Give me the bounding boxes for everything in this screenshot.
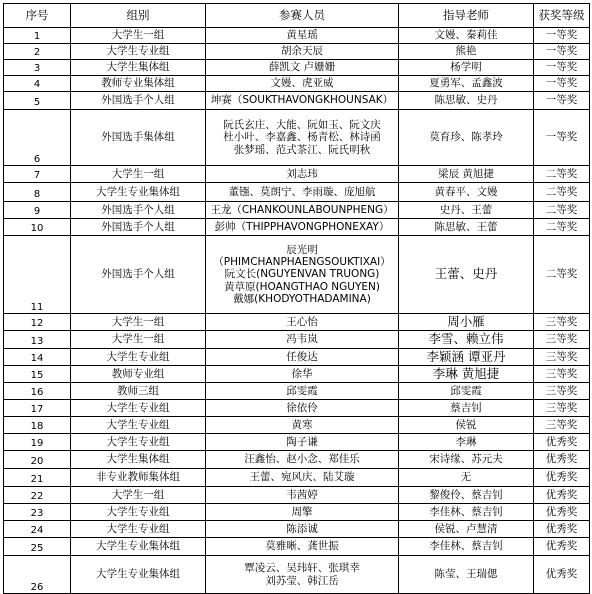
- cell-advisors: [399, 521, 534, 538]
- cell-award: 二等奖: [534, 236, 590, 314]
- cell-award: 一等奖: [534, 44, 590, 60]
- cell-award: 优秀奖: [534, 538, 590, 556]
- cell-advisors: [399, 110, 534, 166]
- member-line: 任俊达: [286, 350, 318, 363]
- advisor-line: 夏勇军、孟鑫波: [429, 77, 503, 90]
- cell-members: [206, 110, 399, 166]
- cell-members: [206, 28, 399, 44]
- table-row: [4, 383, 590, 400]
- table-row: [4, 400, 590, 417]
- cell-group: 大学生一组: [71, 487, 206, 504]
- member-line: 周擎: [291, 505, 313, 518]
- cell-no: 12: [4, 314, 71, 331]
- cell-award: 二等奖: [534, 183, 590, 202]
- table-row: [4, 417, 590, 434]
- member-line: 董镪、莫朗宁、李雨璇、庞旭航: [228, 185, 376, 198]
- cell-award: 优秀奖: [534, 504, 590, 521]
- cell-group: 大学生一组: [71, 166, 206, 183]
- table-row: [4, 202, 590, 219]
- member-line: 黄寒: [291, 418, 313, 431]
- header-no: 序号: [4, 4, 71, 28]
- header-group: 组别: [71, 4, 206, 28]
- cell-group: 大学生专业集体组: [71, 183, 206, 202]
- cell-no: 13: [4, 331, 71, 349]
- cell-members: [206, 504, 399, 521]
- cell-award: 三等奖: [534, 331, 590, 349]
- member-line: 覃凌云、吴玮轩、张琪幸: [244, 562, 360, 575]
- cell-advisors: [399, 434, 534, 451]
- cell-members: [206, 314, 399, 331]
- cell-advisors: [399, 469, 534, 487]
- member-line: 刘志玮: [286, 167, 318, 180]
- member-line: 邱雯霞: [286, 384, 318, 397]
- cell-advisors: [399, 92, 534, 110]
- advisor-line: 宋诗缘、苏元夫: [429, 453, 503, 466]
- table-row: [4, 556, 590, 594]
- member-line: 戴娜(KHODYOTHADAMINA): [233, 292, 371, 305]
- advisor-line: 侯锐: [455, 418, 477, 431]
- cell-members: [206, 76, 399, 92]
- member-line: 冯韦岚: [286, 333, 318, 346]
- cell-group: 大学生一组: [71, 314, 206, 331]
- table-row: [4, 219, 590, 236]
- table-row: [4, 92, 590, 110]
- cell-no: 15: [4, 366, 71, 383]
- cell-members: [206, 434, 399, 451]
- cell-award: 优秀奖: [534, 451, 590, 469]
- cell-group: 教师三组: [71, 383, 206, 400]
- member-line: 刘苏莹、韩江岳: [265, 574, 339, 587]
- cell-members: [206, 166, 399, 183]
- advisor-line: 陈莹、王瑞偲: [434, 568, 498, 581]
- table-row: [4, 469, 590, 487]
- table-row: [4, 76, 590, 92]
- cell-award: 二等奖: [534, 219, 590, 236]
- cell-members: [206, 521, 399, 538]
- cell-advisors: [399, 366, 534, 383]
- cell-award: 一等奖: [534, 92, 590, 110]
- advisor-line: 文嫚、秦莉佳: [434, 29, 498, 42]
- cell-advisors: [399, 504, 534, 521]
- cell-no: 22: [4, 487, 71, 504]
- advisor-line: 熊艳: [455, 45, 477, 58]
- cell-no: 7: [4, 166, 71, 183]
- cell-advisors: [399, 60, 534, 76]
- advisor-line: 黎俊伶、蔡吉钊: [429, 488, 503, 501]
- cell-members: [206, 202, 399, 219]
- member-line: 胡余天辰: [281, 45, 323, 58]
- cell-group: 大学生专业组: [71, 434, 206, 451]
- cell-members: [206, 331, 399, 349]
- table-row: [4, 28, 590, 44]
- cell-no: 2: [4, 44, 71, 60]
- member-line: 阮文长(NGUYENVAN TRUONG): [224, 268, 380, 281]
- cell-members: [206, 349, 399, 366]
- cell-members: [206, 183, 399, 202]
- cell-award: 一等奖: [534, 60, 590, 76]
- cell-members: [206, 92, 399, 110]
- member-line: 韦茜婷: [286, 488, 318, 501]
- table-row: [4, 44, 590, 60]
- cell-group: 教师专业组: [71, 366, 206, 383]
- cell-award: 优秀奖: [534, 434, 590, 451]
- cell-advisors: [399, 349, 534, 366]
- table-row: [4, 166, 590, 183]
- cell-members: [206, 451, 399, 469]
- cell-group: 大学生专业组: [71, 400, 206, 417]
- cell-members: [206, 366, 399, 383]
- cell-advisors: [399, 219, 534, 236]
- table-row: [4, 349, 590, 366]
- advisor-line: 李佳林、蔡吉钊: [429, 505, 503, 518]
- cell-members: [206, 236, 399, 314]
- cell-award: 三等奖: [534, 383, 590, 400]
- cell-group: 大学生专业组: [71, 44, 206, 60]
- cell-award: 一等奖: [534, 76, 590, 92]
- cell-members: [206, 469, 399, 487]
- advisor-line: 杨学明: [450, 61, 482, 74]
- cell-no: 14: [4, 349, 71, 366]
- cell-award: 一等奖: [534, 110, 590, 166]
- cell-members: [206, 219, 399, 236]
- member-line: （PHIMCHANPHAENGSOUKTIXAI）: [213, 256, 391, 269]
- member-line: 张梦瑶、范式茶江、阮氏明秋: [233, 143, 371, 156]
- cell-award: 三等奖: [534, 400, 590, 417]
- member-line: 辰光明: [286, 244, 318, 257]
- member-line: 薛凯文 卢姗姗: [268, 61, 336, 74]
- member-line: 黄草原(HOANGTHAO NGUYEN): [224, 280, 380, 293]
- member-line: 徐依伶: [286, 401, 318, 414]
- table-row: [4, 331, 590, 349]
- cell-members: [206, 44, 399, 60]
- cell-no: 19: [4, 434, 71, 451]
- cell-group: 大学生专业组: [71, 417, 206, 434]
- cell-no: 20: [4, 451, 71, 469]
- cell-advisors: [399, 166, 534, 183]
- cell-award: 三等奖: [534, 366, 590, 383]
- cell-group: 外国选手个人组: [71, 236, 206, 314]
- member-line: 彭帅（THIPPHAVONGPHONEXAY）: [214, 220, 390, 233]
- cell-no: 5: [4, 92, 71, 110]
- table-row: [4, 236, 590, 314]
- cell-advisors: [399, 76, 534, 92]
- awards-table-body: [4, 28, 590, 594]
- table-row: [4, 314, 590, 331]
- advisor-line: 李雪、赖立伟: [428, 331, 504, 347]
- cell-group: 外国选手个人组: [71, 92, 206, 110]
- cell-group: 外国选手个人组: [71, 202, 206, 219]
- cell-members: [206, 60, 399, 76]
- advisor-line: 梁辰 黄旭捷: [438, 167, 494, 180]
- member-line: 文嫚、虎亚威: [270, 77, 334, 90]
- table-row: [4, 366, 590, 383]
- table-row: [4, 487, 590, 504]
- advisor-line: 李琳: [455, 435, 477, 448]
- cell-award: 一等奖: [534, 28, 590, 44]
- advisor-line: 李颖涵 谭亚丹: [426, 348, 506, 364]
- cell-group: 外国选手个人组: [71, 219, 206, 236]
- cell-award: 二等奖: [534, 166, 590, 183]
- cell-no: 25: [4, 538, 71, 556]
- cell-advisors: [399, 331, 534, 349]
- cell-group: 大学生专业集体组: [71, 538, 206, 556]
- cell-members: [206, 538, 399, 556]
- cell-no: 1: [4, 28, 71, 44]
- member-line: 汪鑫怡、赵小念、郑佳乐: [244, 453, 360, 466]
- cell-group: 大学生专业组: [71, 521, 206, 538]
- cell-no: 26: [4, 556, 71, 594]
- cell-no: 11: [4, 236, 71, 314]
- cell-advisors: [399, 183, 534, 202]
- cell-award: 二等奖: [534, 202, 590, 219]
- header-advisors: 指导老师: [399, 4, 534, 28]
- cell-advisors: [399, 383, 534, 400]
- cell-group: 大学生集体组: [71, 451, 206, 469]
- table-row: [4, 110, 590, 166]
- cell-group: 大学生一组: [71, 28, 206, 44]
- advisor-line: 陈思敏、史丹: [434, 94, 498, 107]
- cell-members: [206, 487, 399, 504]
- cell-award: 优秀奖: [534, 487, 590, 504]
- member-line: 徐华: [291, 367, 313, 380]
- cell-group: 教师专业集体组: [71, 76, 206, 92]
- cell-advisors: [399, 236, 534, 314]
- header-members: 参赛人员: [206, 4, 399, 28]
- cell-group: 外国选手集体组: [71, 110, 206, 166]
- member-line: 杜小叶、李嘉鑫、杨青松、林诗函: [223, 131, 381, 144]
- member-line: 陶子谦: [286, 435, 318, 448]
- cell-no: 9: [4, 202, 71, 219]
- table-row: [4, 451, 590, 469]
- cell-members: [206, 417, 399, 434]
- cell-members: [206, 400, 399, 417]
- member-line: 坤赛（SOUKTHAVONGKHOUNSAK）: [210, 94, 394, 107]
- cell-award: 优秀奖: [534, 556, 590, 594]
- advisor-line: 李琳 黄旭捷: [432, 365, 500, 381]
- cell-group: 大学生专业组: [71, 504, 206, 521]
- member-line: 王蕾、宛风庆、陆艾璇: [249, 471, 355, 484]
- table-row: [4, 521, 590, 538]
- cell-award: 三等奖: [534, 349, 590, 366]
- cell-award: 三等奖: [534, 314, 590, 331]
- table-row: [4, 504, 590, 521]
- member-line: 王心怡: [286, 315, 318, 328]
- cell-no: 17: [4, 400, 71, 417]
- advisor-line: 史丹、王蕾: [439, 203, 493, 216]
- cell-advisors: [399, 400, 534, 417]
- cell-members: [206, 383, 399, 400]
- cell-no: 18: [4, 417, 71, 434]
- cell-award: 优秀奖: [534, 521, 590, 538]
- cell-advisors: [399, 44, 534, 60]
- cell-group: 非专业教师集体组: [71, 469, 206, 487]
- cell-advisors: [399, 538, 534, 556]
- member-line: 莫雅晰、龚世振: [265, 540, 339, 553]
- cell-no: 8: [4, 183, 71, 202]
- advisor-line: 莫育珍、陈孝玲: [429, 131, 503, 144]
- cell-advisors: [399, 202, 534, 219]
- advisor-line: 陈思敏、王蕾: [434, 220, 498, 233]
- awards-table: [3, 3, 590, 594]
- cell-advisors: [399, 451, 534, 469]
- cell-members: [206, 556, 399, 594]
- cell-no: 3: [4, 60, 71, 76]
- cell-no: 24: [4, 521, 71, 538]
- cell-advisors: [399, 314, 534, 331]
- cell-no: 6: [4, 110, 71, 166]
- table-row: [4, 60, 590, 76]
- cell-advisors: [399, 417, 534, 434]
- table-row: [4, 538, 590, 556]
- member-line: 陈添诚: [286, 522, 318, 535]
- cell-no: 16: [4, 383, 71, 400]
- member-line: 阮氏玄庄、大能、阮如玉、阮文庆: [223, 119, 381, 132]
- advisor-line: 李佳林、蔡吉钊: [429, 540, 503, 553]
- cell-no: 21: [4, 469, 71, 487]
- advisor-line: 周小雁: [447, 313, 485, 329]
- header-award: 获奖等级: [534, 4, 590, 28]
- cell-group: 大学生集体组: [71, 60, 206, 76]
- header-row: [4, 4, 590, 28]
- table-row: [4, 434, 590, 451]
- cell-group: 大学生专业组: [71, 349, 206, 366]
- advisor-line: 王蕾、史丹: [434, 266, 498, 282]
- cell-no: 4: [4, 76, 71, 92]
- cell-group: 大学生一组: [71, 331, 206, 349]
- cell-group: 大学生专业集体组: [71, 556, 206, 594]
- cell-award: 三等奖: [534, 417, 590, 434]
- advisor-line: 黄春平、文嫚: [434, 185, 498, 198]
- member-line: 王龙（CHANKOUNLABOUNPHENG）: [210, 203, 394, 216]
- cell-award: 优秀奖: [534, 469, 590, 487]
- member-line: 黄星瑶: [286, 29, 318, 42]
- cell-no: 23: [4, 504, 71, 521]
- advisor-line: 侯锐、卢慧清: [434, 522, 498, 535]
- table-row: [4, 183, 590, 202]
- advisor-line: 邱雯霞: [450, 384, 482, 397]
- advisor-line: 无: [460, 471, 472, 484]
- cell-advisors: [399, 28, 534, 44]
- cell-advisors: [399, 556, 534, 594]
- advisor-line: 蔡吉钊: [450, 401, 482, 414]
- cell-no: 10: [4, 219, 71, 236]
- cell-advisors: [399, 487, 534, 504]
